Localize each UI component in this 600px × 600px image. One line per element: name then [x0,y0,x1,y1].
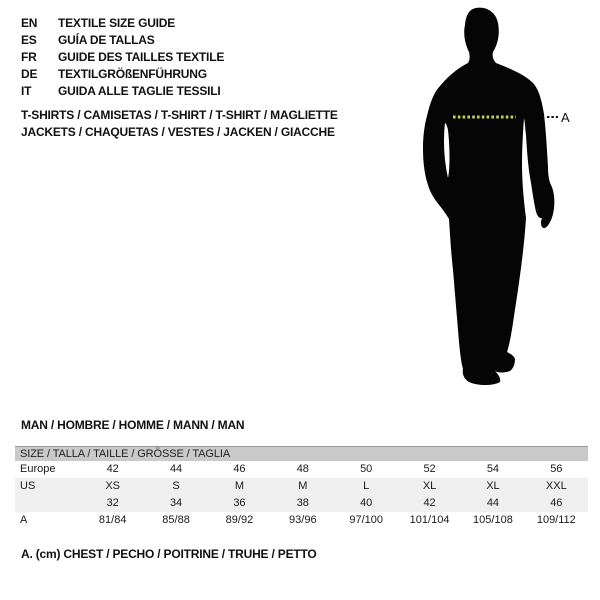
table-row-label [15,495,81,512]
table-cell: 38 [296,497,309,509]
table-cell: 89/92 [225,514,254,526]
language-guide-row [21,66,224,83]
table-cell: 44 [169,463,183,475]
table-row-label: A [20,514,28,526]
table-cell: 109/112 [536,514,576,526]
measurement-footnote: A. (cm) CHEST / PECHO / POITRINE / TRUHE / PETTO [21,547,317,561]
table-cell: 44 [486,497,500,509]
language-guide-title: GUÍA DE TALLAS [58,33,155,47]
table-cell: XL [486,480,500,492]
table-cell: 56 [550,463,563,475]
table-row-label: US [20,480,36,492]
table-cell: 46 [233,463,246,475]
table-cell: 34 [169,497,183,509]
language-code: IT [21,84,32,98]
man-silhouette-figure [400,0,600,400]
table-cell: 42 [423,497,436,509]
garment-category-line: JACKETS / CHAQUETAS / VESTES / JACKEN / GIACCHE [21,125,335,139]
man-chest-measure-label: A [561,110,570,125]
table-cell: 32 [106,497,119,509]
table-cell: 105/108 [473,514,513,526]
language-guide-list [21,15,224,100]
language-guide-row [21,83,224,100]
section-title-man: MAN / HOMBRE / HOMME / MANN / MAN [21,418,245,432]
table-cell: 81/84 [98,514,127,526]
language-guide-row [21,15,224,32]
size-table [15,446,588,529]
table-row [15,495,588,512]
table-cell: M [234,480,245,492]
table-cell: 97/100 [349,514,384,526]
man-silhouette [423,8,554,385]
size-table-header: SIZE / TALLA / TAILLE / GRÖSSE / TAGLIA [15,446,588,461]
table-cell: 52 [423,463,436,475]
language-guide-title: TEXTILGRÖßENFÜHRUNG [58,67,207,81]
table-cell: XS [105,480,121,492]
table-row-label: Europe [20,463,56,475]
table-cell: 48 [296,463,309,475]
table-cell: 93/96 [289,514,317,526]
table-cell: 85/88 [162,514,190,526]
table-cell: 40 [360,497,373,509]
table-cell: 50 [360,463,373,475]
language-code: ES [21,33,37,47]
language-guide-row [21,32,224,49]
table-cell: 54 [486,463,500,475]
table-row [15,461,588,478]
table-cell: M [298,480,308,492]
table-cell: 42 [106,463,119,475]
language-guide-row [21,49,224,66]
table-row [15,478,588,495]
table-cell: L [363,480,370,492]
size-table-body [15,461,588,529]
language-guide-title: GUIDA ALLE TAGLIE TESSILI [58,84,221,98]
table-cell: XXL [545,480,567,492]
garment-category-line: T-SHIRTS / CAMISETAS / T-SHIRT / T-SHIRT / MAGLIETTE [21,108,338,122]
language-code: EN [21,16,38,30]
garment-category-lines [21,107,338,141]
language-guide-title: GUIDE DES TAILLES TEXTILE [58,50,225,64]
table-cell: 36 [233,497,246,509]
language-code: FR [21,50,37,64]
table-cell: S [172,480,180,492]
language-code: DE [21,67,38,81]
table-cell: XL [422,480,437,492]
table-row [15,512,588,529]
table-cell: 101/104 [409,514,450,526]
table-cell: 46 [550,497,563,509]
language-guide-title: TEXTILE SIZE GUIDE [58,16,176,30]
